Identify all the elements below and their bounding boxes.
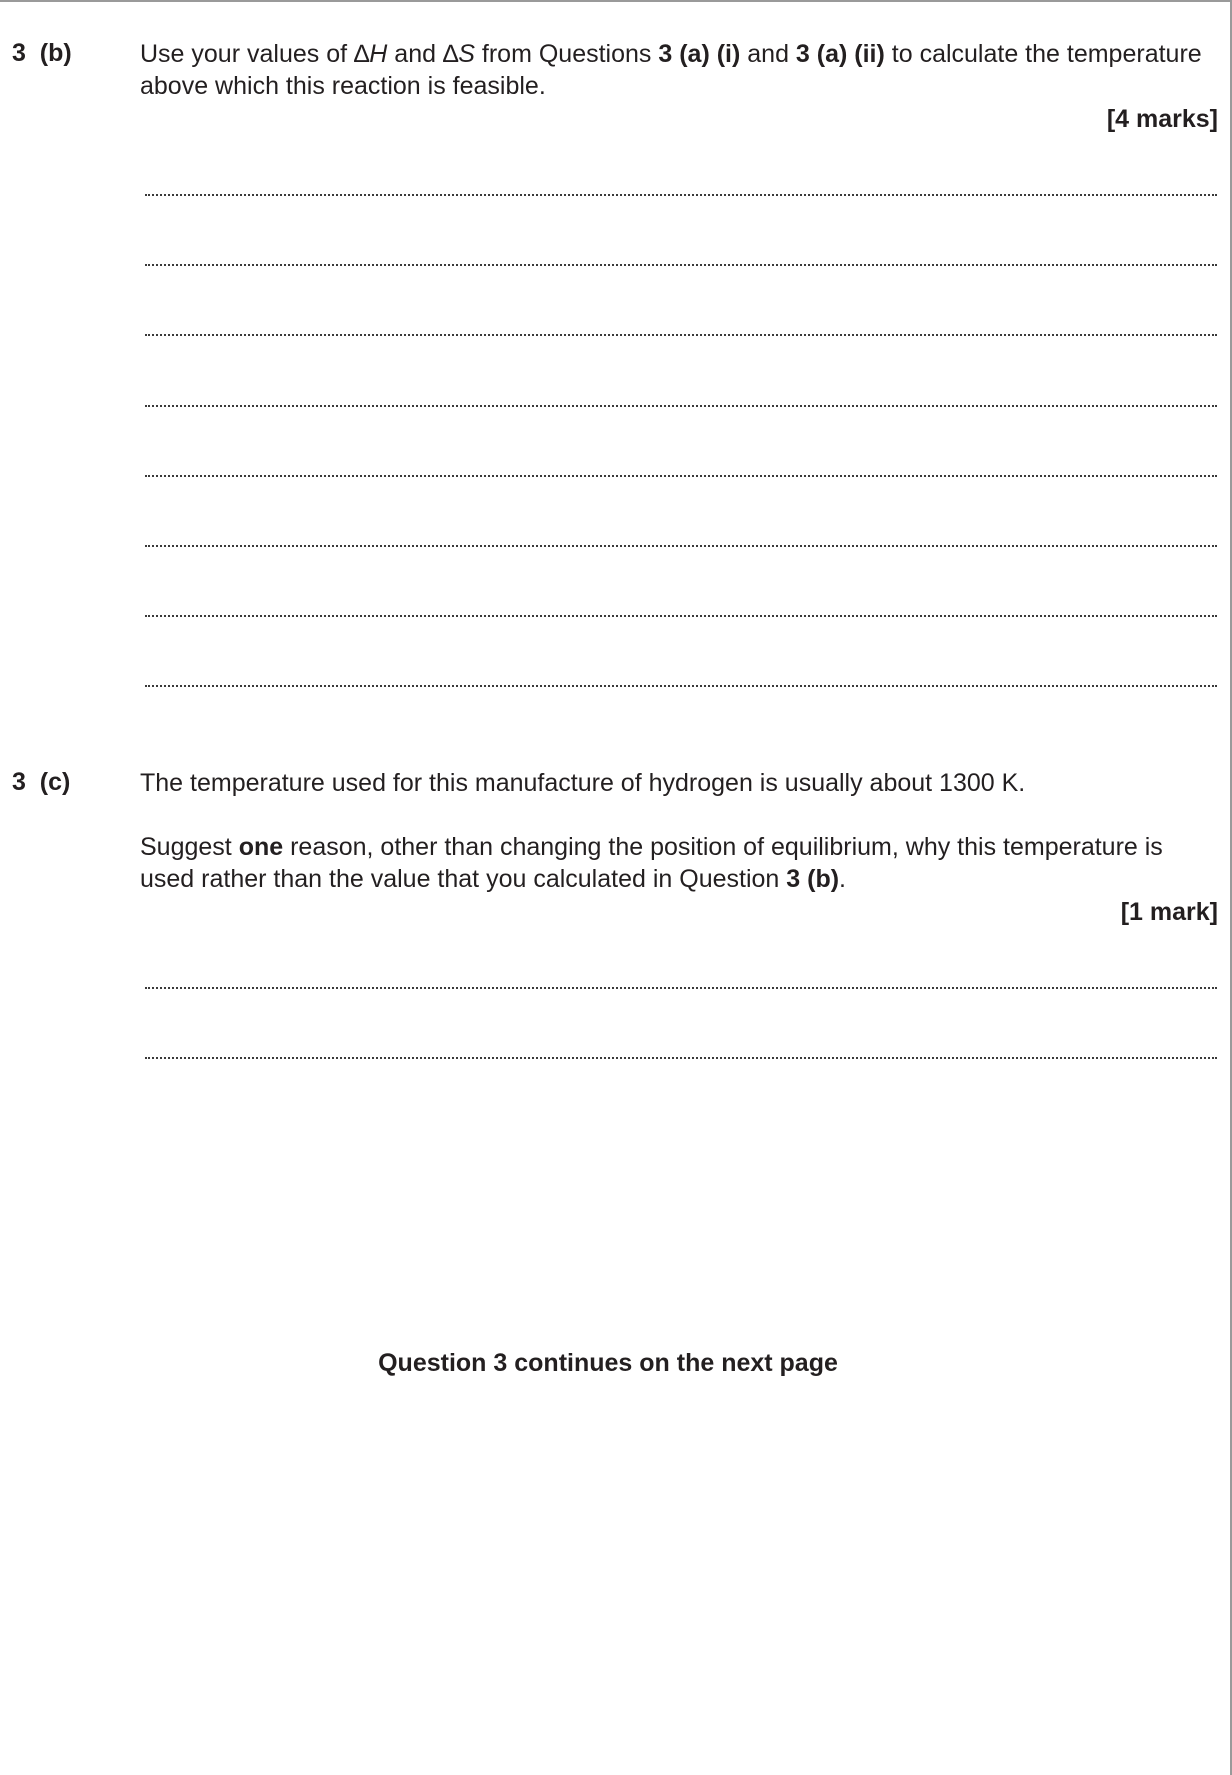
q3b-text-part: from Questions — [474, 40, 659, 68]
marks-3b: [4 marks] — [1106, 105, 1218, 133]
answer-line-3b-6[interactable] — [145, 545, 1217, 547]
continuation-note: Question 3 continues on the next page — [378, 1349, 838, 1377]
page-border-top — [0, 0, 1232, 2]
question-reference: 3 (b) — [786, 865, 840, 893]
answer-line-3c-2[interactable] — [145, 1057, 1217, 1059]
q3b-text-part: Use your values of — [140, 40, 354, 68]
answer-line-3b-8[interactable] — [145, 685, 1217, 687]
question-reference: 3 (a) (ii) — [795, 40, 885, 68]
entropy-symbol: S — [458, 40, 475, 68]
answer-line-3b-3[interactable] — [145, 334, 1217, 336]
enthalpy-symbol: H — [369, 40, 388, 68]
q3b-text-part: and — [740, 40, 796, 68]
answer-line-3b-2[interactable] — [145, 264, 1217, 266]
question-number-3b: 3 (b) — [12, 39, 72, 67]
answer-line-3b-5[interactable] — [145, 475, 1217, 477]
q3b-text-part: and — [387, 40, 443, 68]
delta-symbol: ∆ — [442, 40, 459, 68]
delta-symbol: ∆ — [354, 40, 370, 68]
q3b-text-part: to calculate the temperature above which this reaction is feasible. — [140, 40, 1202, 100]
answer-line-3b-1[interactable] — [145, 194, 1217, 196]
marks-3c: [1 mark] — [1120, 898, 1218, 926]
answer-line-3c-1[interactable] — [145, 987, 1217, 989]
answer-line-3b-4[interactable] — [145, 405, 1217, 407]
question-3b-text — [140, 38, 1220, 102]
question-3c-prompt — [140, 831, 1220, 895]
question-3c-statement: The temperature used for this manufacture of hydrogen is usually about 1300 K. — [140, 769, 1026, 797]
q3c-text-part: Suggest — [140, 833, 239, 861]
q3c-text-part: reason, other than changing the position of equilibrium, why this temperature is used rather than the value that you calculated in Question — [140, 833, 1163, 893]
answer-line-3b-7[interactable] — [145, 615, 1217, 617]
question-reference: 3 (a) (i) — [658, 40, 741, 68]
question-number-3c: 3 (c) — [12, 768, 71, 796]
emphasis-one: one — [238, 833, 284, 861]
q3c-text-part: . — [839, 865, 846, 893]
